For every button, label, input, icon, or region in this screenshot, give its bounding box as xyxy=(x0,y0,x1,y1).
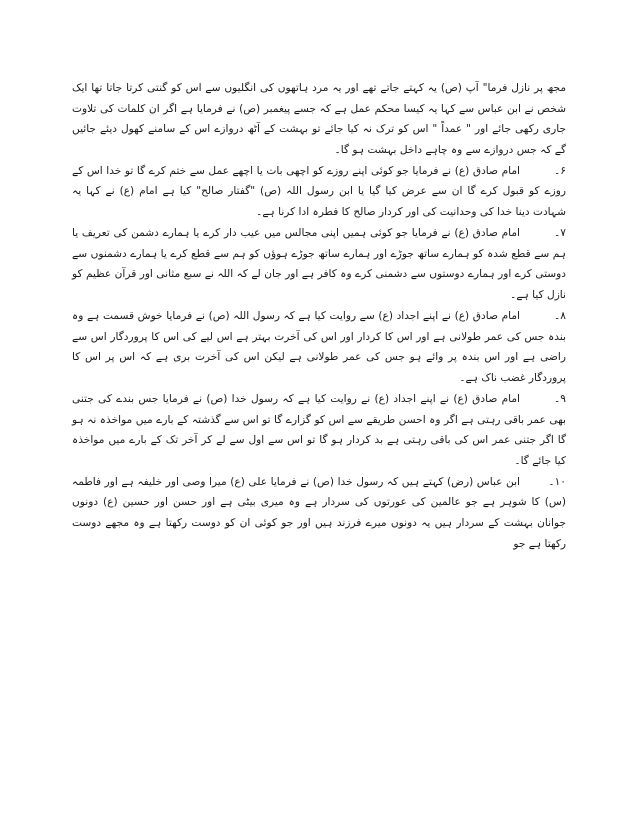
item-text: امام صادق (ع) نے اپنے اجداد (ع) سے روایت کیا ہے کہ رسول اللہ (ص) نے فرمایا خوش قسمت ہے وہ بندہ جس کی عمر طولانی ہے اور اس کا کردار اور اس کی آخرت بہتر ہے اس لیے کی اس کا پروردگار اس سے راضی ہے اور اس بندہ پر وائے ہو جس کی عمر طولانی ہے لیکن اس کی آخرت بری ہے کہ اس پر اس کا پروردگار غضب ناک ہے۔ xyxy=(72,310,566,384)
item-text: امام صادق (ع) نے فرمایا جو کوئی اپنے روزے کو اچھی بات یا اچھے عمل سے ختم کرے گا تو خدا اس کے روزے کو قبول کرے گا ان سے عرض کیا گیا یا ابن رسول اللہ (ص) "گفتار صالح" کیا ہے امام (ع) نے کہا یہ شہادت دینا خدا کی وحدانیت کی اور کردار صالح کا فطرہ ادا کرنا ہے۔ xyxy=(72,164,566,219)
hadith-item-8 xyxy=(72,306,566,388)
intro-paragraph: مجھ پر نازل فرما" آپ (ص) یہ کہتے جاتے تھے اور یہ مرد ہاتھوں کی انگلیوں سے اس کو گنتی کرتا جاتا تھا ایک شخص نے ابن عباس سے کہا یہ کیسا محکم عمل ہے کہ جسے پیغمبر (ص) نے فرمایا ہے اگر ان کلمات کی تلاوت جاری رکھی جائے اور " عمداً " اس کو ترک نہ کیا جائے تو بہشت کے آٹھ دروازے اس کے سامنے کھول دیئے جائیں گے کہ جس دروازے سے وہ چاہے داخل بہشت ہو گا۔ xyxy=(72,82,566,156)
item-number: ۱۰۔ xyxy=(548,475,566,488)
hadith-item-9 xyxy=(72,389,566,471)
item-text: امام صادق (ع) نے فرمایا جو کوئی ہمیں اپنی مجالس میں عیب دار کرے یا ہمارے دشمن کی تعریف یا ہم سے قطع شدہ کو ہمارے ساتھ جوڑے اور ہمارے ساتھ جوڑے ہوؤں کو ہم سے قطع کرے یا ہمارے دشمنوں سے دوستی کرے اور ہمارے دوستوں سے دشمنی کرے وہ کافر ہے اور جان لے کہ اللہ نے سبع مثانی اور قرآن عظیم کو نازل کیا ہے۔ xyxy=(72,227,566,301)
item-number: ۸۔ xyxy=(554,310,566,323)
item-number: ۷۔ xyxy=(554,227,566,240)
hadith-item-6 xyxy=(72,161,566,223)
hadith-item-10 xyxy=(72,472,566,554)
item-number: ۹۔ xyxy=(554,392,566,405)
item-number: ۶۔ xyxy=(554,164,566,177)
item-text: امام صادق (ع) نے اپنے اجداد (ع) نے روایت کیا ہے کہ رسول خدا (ص) نے فرمایا جس بندے کی جتنی بھی عمر باقی رہتی ہے اگر وہ احسن طریقے سے اس کو گزارے گا تو اس سے گذشتہ کے بارے میں مواخذہ نہ ہو گا اگر جتنی عمر اس کی باقی رہتی ہے بد کردار ہو گا تو اس سے اول سے لے کر آخر تک کے بارے میں مواخذہ کیا جائے گا۔ xyxy=(72,392,566,467)
item-text: ابن عباس (رض) کہتے ہیں کہ رسول خدا (ص) نے فرمایا علی (ع) میرا وصی اور خلیفہ ہے اور فاطمہ (س) کا شوہر ہے جو عالمین کی عورتوں کی سردار ہے وہ میری بیٹی ہے اور حسن اور حسین (ع) دونوں جوانان بہشت کے سردار ہیں یہ دونوں میرے فرزند ہیں اور جو کوئی ان کو دوست رکھتا ہے وہ مجھے دوست رکھتا ہے جو xyxy=(72,475,566,550)
hadith-item-7 xyxy=(72,223,566,305)
urdu-text-block xyxy=(72,78,566,554)
